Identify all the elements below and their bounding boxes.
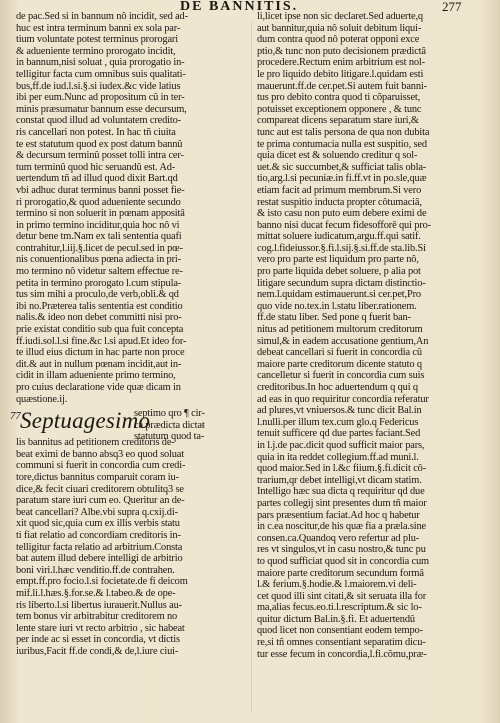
text-line: lis bannitus ad petitionem creditoris de-: [16, 437, 175, 449]
text-line: cet quod illi sint citati,& sit seruata illa for: [257, 590, 427, 602]
text-line: per inde ac si esset in concordia, vt dictis: [16, 634, 180, 646]
text-line: & isto casu non puto eum debere eximi de: [257, 208, 427, 220]
text-line: de pac.Sed si in bannum nô incidit, sed ad-: [16, 11, 188, 22]
text-line: bus,ff.de iud.l.si.§.si iudex.&c vide latius: [16, 80, 181, 92]
text-line: te prima contumacia nulla est suspitio, sed: [257, 138, 427, 150]
text-line: nis conuentionalibus pœna adiecta in pri-: [16, 254, 181, 266]
text-line: quo vide no.tex.in l.statu liber.rationem.: [257, 300, 417, 312]
text-line: quæstione.ij.: [16, 393, 68, 405]
text-line: dit.& aut in nullum pœnam incidit,aut in-: [16, 358, 182, 370]
text-line: ibi no.Præterea talis sententia est conditio: [16, 300, 183, 312]
text-line: vero pro parte est liquidum pro parte nô,: [257, 254, 419, 266]
text-line: vbi adhuc durat terminus banni posset fie-: [16, 184, 185, 196]
text-line: tur esse fecum in concordia,l.fi.cõmu,præ-: [257, 648, 427, 660]
text-line: communi si fuerit in concordia cum credi-: [16, 460, 186, 472]
text-line: telligitur facta cum omnibus suis qualitati-: [16, 68, 186, 80]
text-line: cog.l.fideiussor.§.fi.l.sij.§.si.ff.de sta.lib.Si: [257, 242, 426, 254]
text-line: huc est intra terminum banni ex sola par-: [16, 22, 181, 34]
text-line: tem bonus vir arbitrabitur creditorem no: [16, 611, 178, 623]
text-line: mif.li.l.hæs.§.for.se.& l.tabeo.& de ope-: [16, 587, 176, 599]
text-line: ris liberto.l.si libertus iurauerit.Nullus au-: [16, 599, 182, 611]
section-number: 77: [10, 410, 21, 423]
text-line: ca prædicta dictaŧ: [134, 419, 205, 431]
text-line: compareat dicens separatum stare iuri,&: [257, 115, 419, 127]
left-column-text-after: [16, 437, 246, 657]
text-line: potuisset exceptionem opponere , & tunc: [257, 103, 422, 115]
left-column-text-before: [16, 11, 246, 405]
text-line: debeat cancellari si fuerit in concordia cû: [257, 347, 422, 359]
text-line: xit quod sic,quia cum ex illis verbis statu: [16, 518, 180, 530]
text-line: creditoribus.In hoc aduertendum q qui q: [257, 382, 418, 393]
text-line: pro cuius declaratione vide quæ dicam in: [16, 382, 181, 393]
text-line: ri prorogatio,& quod adueniente secundo: [16, 196, 181, 208]
text-line: tunc aut est talis persona de qua non dubita: [257, 126, 430, 138]
text-line: & decursum terminû posset tolli intra cer-: [16, 150, 184, 162]
text-line: quod maior.Sed in l.&c fiium.§.fi.dicit cô-: [257, 463, 427, 475]
text-line: partes collegij sint presentes dum tñ maior: [257, 497, 427, 509]
text-line: Intelligo hæc sua dicta q requiritur qd due: [257, 486, 425, 498]
text-line: maiore parte creditorum dicente statuto q: [257, 358, 422, 370]
text-line: prie existat conditio sub qua fuit concepta: [16, 324, 184, 336]
text-line: ad plures,vt vniuersos.& tunc dicit Bal.in: [257, 405, 422, 417]
text-line: tum terminû quod hic seruandû est. Ad-: [16, 161, 176, 173]
text-line: bat autem illud debere intelligi de arbitrio: [16, 553, 183, 565]
text-line: dum contra quod nô poterat opponi exce: [257, 34, 420, 46]
text-line: maiore parte creditorum secundum formâ: [257, 567, 424, 579]
text-line: pars præsentium faciat.Ad hoc q habetur: [257, 509, 420, 521]
text-line: uet.& sic succumbet,& sufficiat talis obla-: [257, 161, 427, 173]
text-line: simul,& in eadem accusatione gentium,An: [257, 335, 429, 347]
text-line: tus sim mihi a proculo,de verb,obli.& qd: [16, 289, 179, 301]
text-line: contrahitur,l.iij.§.licet de pecul.sed in pœ-: [16, 242, 183, 254]
text-line: consen.ca.Quandoq vero refertur ad plu-: [257, 532, 420, 544]
left-column: [10, 11, 246, 657]
text-line: tio,arg.l.si pecuniæ.in fi.ff.vt in po.sle,quæ: [257, 173, 427, 185]
text-line: & adueniente termino prorogato incidit,: [16, 45, 176, 57]
text-line: cidit in illam adueniente primo termino,: [16, 370, 176, 382]
text-line: mauerunt.ff.de cer.pet.Si autem fuit banni-: [257, 80, 427, 92]
text-line: procedere.Rectum enim arbitrium est nol-: [257, 57, 425, 69]
text-line: ff.iudi.sol.l.si fine.&c l.si apud.Et ideo for-: [16, 335, 187, 347]
text-line: in bannum,nisi soluat , quia prorogatio in-: [16, 57, 185, 69]
text-line: ma,alias fecus.eo.ti.l.rescriptum.& sic lo-: [257, 602, 422, 614]
text-line: mittat soluere iudicatum,argu.ff.qui satif.: [257, 231, 421, 243]
text-line: nalis.& ideo non debet committi nisi pro-: [16, 312, 182, 324]
text-line: minis præsumatur bannum esse decursum,: [16, 103, 187, 115]
text-line: re,si tñ omnes consentiant separatim dicu-: [257, 637, 426, 649]
text-line: detur bene tm.Nam ex tali sententia quafi: [16, 231, 182, 243]
text-line: restat suspitio inducta propter côtumaciâ,: [257, 196, 422, 208]
text-line: paratum stare iuri cum eo. Queritur an de-: [16, 495, 185, 507]
text-line: petita in termino prorogato l.cum stipula-: [16, 277, 182, 289]
section-title-continuation: [134, 408, 246, 443]
text-line: nem.l.quidam estimauerunt.si cer.pet,Pro: [257, 289, 421, 301]
text-line: mo termino nô videtur saltem effectue re-: [16, 266, 183, 278]
text-line: etiam facit ad primum membrum.Si vero: [257, 184, 422, 196]
text-line: statutum quod ta-: [134, 431, 205, 443]
text-line: tium voluntate potest terminus prorogari: [16, 34, 178, 46]
text-line: quia in ita reddet collegium.ff.ad muni.l.: [257, 451, 419, 463]
text-line: li,licet ipse non sic declaret.Sed aduerte,q: [257, 11, 423, 22]
text-line: septimo qro ¶ cir-: [134, 408, 205, 420]
text-line: te est statutum quod ex post datum bannû: [16, 138, 183, 150]
page-number: 277: [442, 0, 462, 14]
text-line: quitur dictum Bal.in.§.fi. Et aduertendû: [257, 613, 415, 625]
section-title: Septuagesimo: [20, 408, 151, 434]
text-line: empt.ff.pro focio.l.si focietate.de fi deicom: [16, 576, 188, 588]
text-line: litigare secundum supra dictam distinctio-: [257, 277, 426, 289]
text-line: in primo termino inciditur,quia hoc nô vi: [16, 219, 180, 231]
text-line: cancelletur si fuerit in concordia cum suis: [257, 370, 425, 382]
text-line: tore,dictus bannitus comparuit coram iu-: [16, 471, 179, 483]
right-column: [257, 11, 489, 660]
text-line: te illud eius dictum in hac parte non proce: [16, 347, 185, 359]
text-line: ff.de statu liber. Sed pone q fuerit ban-: [257, 312, 411, 324]
text-line: quod licet non consentiant eodem tempo-: [257, 625, 423, 637]
text-line: tenuit sufficere qd due partes faciant.Sed: [257, 428, 421, 440]
text-line: uertendum tñ ad illud quod dixit Bart.qd: [16, 173, 178, 185]
text-line: banno nisi ducat fecum fidesofforē qui pro-: [257, 219, 431, 231]
text-line: l.& ferium.§.hodie.& l.maiorem.vi deli-: [257, 579, 417, 591]
text-line: constat quod illud ad voluntatem credito-: [16, 115, 181, 127]
text-line: termino si non soluerit in pœnam appositâ: [16, 208, 185, 220]
text-line: trarium,qr debet intelligi,vt dicam statim.: [257, 474, 422, 486]
text-line: in l.j.de pac.dicit quod sufficit maior pars,: [257, 439, 425, 451]
text-line: quia dicet est & soluendo creditur q sol-: [257, 150, 418, 162]
text-line: in c.ea noscitur,de his quæ fia a præla.sine: [257, 521, 427, 533]
text-line: res vt singulos,vt in casu nostro,& tunc pu: [257, 544, 426, 556]
text-line: aut bannitur,quia nô soluit debitum liqui-: [257, 22, 422, 34]
text-line: dice,& fecit ciuari creditorem obtulitq3 se: [16, 483, 184, 495]
text-line: ibi per eum.Nunc ad propositum cû in ter-: [16, 92, 185, 104]
text-line: nitus ad petitionem multorum creditorum: [257, 324, 423, 336]
running-head: DE BANNITIS.: [180, 0, 299, 14]
text-line: iuribus,Facit ff.de condi,& de,l.iure ciui-: [16, 645, 179, 657]
text-line: ti fiat relatio ad concordiam creditoris in-: [16, 529, 181, 541]
text-line: to quod sufficiat quod sit in concordia cum: [257, 555, 429, 567]
text-line: tus pro debito contra quod ti cõparuisset,: [257, 92, 421, 104]
text-line: lente stare iuri vt recto arbitrio , sic habeat: [16, 622, 185, 634]
text-line: pro parte liquida debet soluere, p alia pot: [257, 266, 421, 278]
text-line: l.nulli.per illum tex.cum glo.q Federicus: [257, 416, 419, 428]
text-line: ptio,& tunc non puto decisionem prædictâ: [257, 45, 426, 57]
column-gutter: [251, 22, 252, 712]
text-line: ris cancellari non potest. In hac tñ ciuita: [16, 126, 176, 138]
text-line: boni viri.l.hæc venditio.ff.de contrahen.: [16, 564, 175, 576]
text-line: beat eximi de banno absq3 eo quod soluat: [16, 448, 185, 460]
text-line: ad eas in quo requiritur concordia referatur: [257, 393, 429, 405]
text-line: telligitur facta relatio ad arbitrium.Consta: [16, 541, 183, 553]
text-line: le pro liquido debito litigare.l.quidam esti: [257, 68, 424, 80]
text-line: beat cancellari? Albe.vbi supra q.cxij.di-: [16, 506, 178, 518]
